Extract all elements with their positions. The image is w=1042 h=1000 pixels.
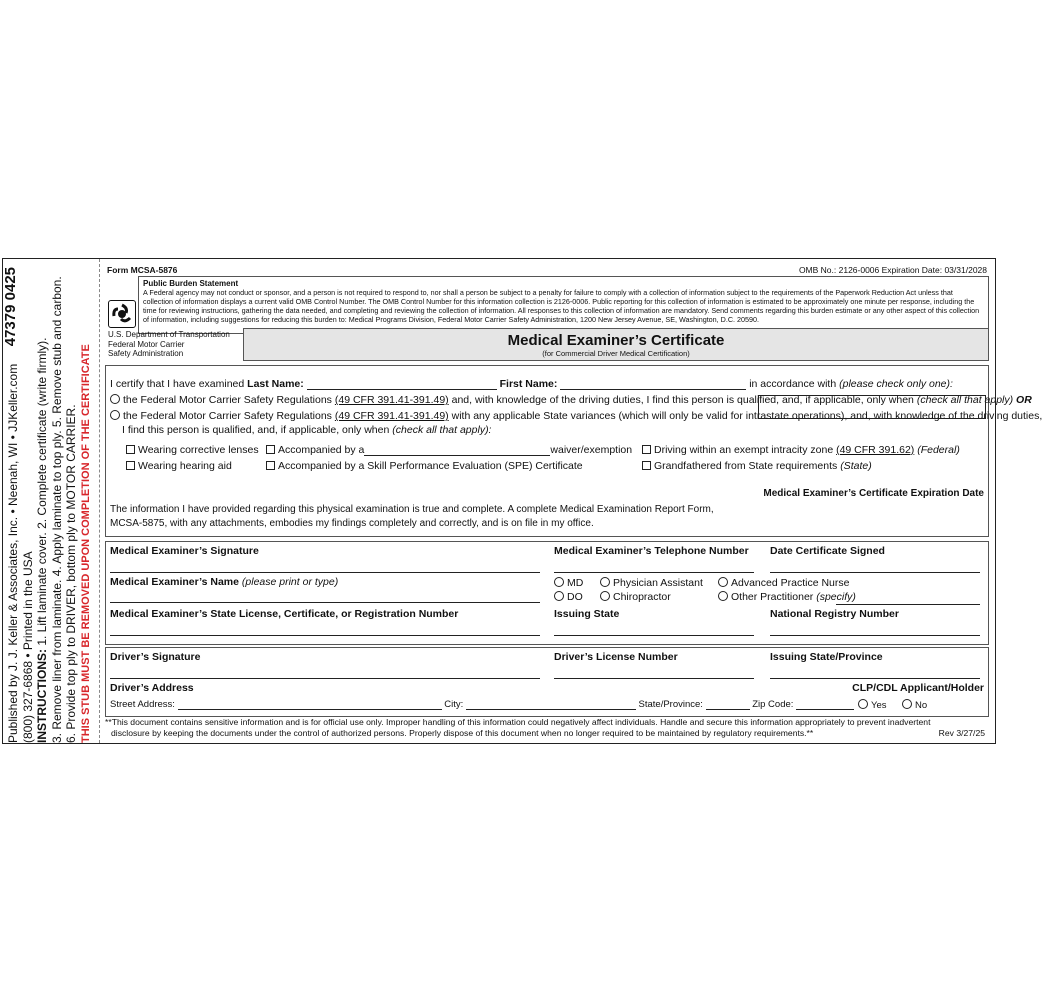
footer-note-1: **This document contains sensitive information and is for official use only. Improper handling of this information could negatively affect individuals. Handle and secure this information appropriately to prevent inadvertent: [105, 717, 931, 727]
or-text: OR: [1016, 394, 1032, 406]
burden-title: Public Burden Statement: [143, 279, 239, 288]
federal-option-radio[interactable]: [110, 394, 120, 404]
state-variance-option-radio[interactable]: [110, 410, 120, 420]
license-number-label: Medical Examiner’s State License, Certificate, or Registration Number: [110, 608, 459, 620]
examiner-name-label: Medical Examiner’s Name: [110, 576, 239, 588]
waiver-label: waiver/exemption: [550, 444, 633, 456]
spe-certificate-checkbox[interactable]: [266, 461, 275, 470]
state-text: (State): [840, 460, 872, 472]
opt1-text: the Federal Motor Carrier Safety Regulations: [123, 394, 332, 406]
opt2-text-c: I find this person is qualified, and, if applicable, only when: [122, 424, 390, 436]
issuing-state-label: Issuing State: [554, 608, 620, 620]
driver-license-label: Driver’s License Number: [554, 651, 678, 663]
driver-signature-field[interactable]: [110, 678, 540, 679]
examiner-signature-field[interactable]: [110, 572, 540, 573]
chiropractor-label: Chiropractor: [613, 591, 671, 603]
opt2-text-b: with any applicable State variances (which will only be valid for intrastate operations), and, with knowledge of the driving duties,: [451, 410, 1042, 422]
statement-line-1: The information I have provided regarding this physical examination is true and complete. A complete Medical Examination Report Form,: [110, 504, 714, 515]
public-burden-statement: [138, 276, 989, 334]
accordance-text: in accordance with: [749, 378, 837, 390]
driver-issuing-label: Issuing State/Province: [770, 651, 883, 663]
last-name-label: Last Name:: [247, 378, 304, 390]
registry-number-field[interactable]: [770, 635, 980, 636]
street-field[interactable]: [178, 699, 442, 710]
apn-label: Advanced Practice Nurse: [731, 577, 850, 589]
federal-text: (Federal): [917, 444, 960, 456]
other-practitioner-radio[interactable]: [718, 591, 728, 601]
accompanied-waiver-checkbox[interactable]: [266, 445, 275, 454]
expiration-date-label: Medical Examiner’s Certificate Expiration Date: [763, 488, 984, 499]
specify-text: (specify): [816, 591, 856, 603]
footer-note-2: disclosure by keeping the documents under the control of authorized persons. Properly dispose of this document when no longer required to be maintained by regulatory requirements.**: [111, 727, 814, 738]
instructions-2: 3. Remove liner from laminate. 4. Apply laminate to top ply. 5. Remove stub and carbon.: [49, 276, 64, 743]
last-name-field[interactable]: [307, 379, 497, 390]
city-field[interactable]: [466, 699, 636, 710]
clp-no-radio[interactable]: [902, 699, 912, 709]
revision-date: Rev 3/27/25: [938, 727, 985, 738]
hearing-aid-label: Wearing hearing aid: [138, 460, 232, 472]
examiner-signature-label: Medical Examiner’s Signature: [110, 545, 259, 557]
corrective-lenses-label: Wearing corrective lenses: [138, 444, 259, 456]
city-label: City:: [444, 699, 464, 710]
md-label: MD: [567, 577, 584, 589]
phone-line: (800) 327-6868 • Printed in the USA: [20, 551, 35, 743]
dept-line-1: U.S. Department of Transportation: [108, 330, 230, 339]
product-number: 47379 0425: [2, 267, 19, 347]
yes-label: Yes: [871, 700, 887, 711]
title-banner: [243, 328, 989, 361]
zip-label: Zip Code:: [752, 699, 794, 710]
department-name: [108, 330, 230, 359]
opt1-text-b: and, with knowledge of the driving duties, I find this person is qualified, and, if applicable, only when: [451, 394, 914, 406]
expiration-date-field[interactable]: [758, 395, 986, 419]
instructions-3: 6. Provide top ply to DRIVER, bottom ply to MOTOR CARRIER.: [64, 404, 78, 743]
driver-license-field[interactable]: [554, 678, 754, 679]
driver-issuing-field[interactable]: [770, 678, 980, 679]
registry-number-label: National Registry Number: [770, 608, 899, 620]
form-number: Form MCSA-5876: [107, 265, 178, 275]
examiner-name-hint: (please print or type): [241, 576, 339, 588]
pa-radio[interactable]: [600, 577, 610, 587]
grandfathered-checkbox[interactable]: [642, 461, 651, 470]
date-signed-label: Date Certificate Signed: [770, 545, 885, 557]
apn-radio[interactable]: [718, 577, 728, 587]
instructions-label: INSTRUCTIONS:: [35, 649, 49, 743]
check-one-text: (please check only one):: [839, 378, 953, 390]
exempt-zone-label: Driving within an exempt intracity zone: [654, 444, 834, 456]
page-title: Medical Examiner’s Certificate: [507, 332, 725, 349]
chiropractor-radio[interactable]: [600, 591, 610, 601]
license-number-field[interactable]: [110, 635, 540, 636]
first-name-label: First Name:: [499, 378, 558, 390]
confidentiality-footer: [105, 717, 989, 738]
instructions-1: 1. Lift laminate cover. 2. Complete certificate (write firmly).: [35, 337, 49, 646]
stub-warning: THIS STUB MUST BE REMOVED UPON COMPLETION OF THE CERTIFICATE: [79, 344, 92, 743]
zip-field[interactable]: [796, 699, 854, 710]
date-signed-field[interactable]: [770, 572, 980, 573]
state-field[interactable]: [706, 699, 750, 710]
grandfathered-label: Grandfathered from State requirements: [654, 460, 838, 472]
examiner-phone-label: Medical Examiner’s Telephone Number: [554, 545, 749, 557]
certificate-main: [105, 259, 1042, 743]
no-label: No: [915, 700, 928, 711]
intro-text: I certify that I have examined: [110, 378, 245, 390]
dot-logo-icon: [108, 300, 136, 328]
other-practitioner-label: Other Practitioner: [731, 591, 814, 603]
opt2-text: the Federal Motor Carrier Safety Regulations: [123, 410, 332, 422]
dept-line-3: Safety Administration: [108, 349, 184, 358]
waiver-field[interactable]: [364, 445, 550, 456]
hearing-aid-checkbox[interactable]: [126, 461, 135, 470]
opt2-ref: (49 CFR 391.41-391.49): [334, 410, 449, 422]
driver-section: [105, 647, 989, 717]
corrective-lenses-checkbox[interactable]: [126, 445, 135, 454]
street-label: Street Address:: [110, 699, 175, 710]
clp-cdl-label: CLP/CDL Applicant/Holder: [852, 682, 984, 694]
issuing-state-field[interactable]: [554, 635, 754, 636]
exempt-zone-checkbox[interactable]: [642, 445, 651, 454]
do-label: DO: [567, 591, 583, 603]
accompanied-label: Accompanied by a: [278, 444, 365, 456]
md-radio[interactable]: [554, 577, 564, 587]
other-practitioner-field[interactable]: [836, 604, 980, 605]
exempt-zone-ref: (49 CFR 391.62): [836, 444, 915, 456]
burden-text: A Federal agency may not conduct or sponsor, and a person is not required to respond to, nor shall a person be subject to a penalty for failure to comply with a collection of information subject to the requirements of the Paperwork Reduction Act unless that collection of information displays a current valid OMB Control Number. The OMB Control Number for this information collection is 2126-0006. Public reporting for this collection of information is estimated to be approximately one minute per response, including the time for reviewing instructions, gathering the data needed, and completing and reviewing the collection of information. All responses to this collection of information are mandatory. Send comments regarding this burden estimate or any other aspect of this collection of information, including suggestions for reducing this burden to: Medical Programs Division, Federal Motor Carrier Safety Administration, 1200 New Jersey Avenue, SE, Washington, D.C. 20590.: [143, 288, 980, 324]
certificate-card: [2, 258, 1042, 744]
examiner-name-field[interactable]: [110, 602, 540, 603]
opt2-check-all: (check all that apply):: [392, 424, 492, 436]
do-radio[interactable]: [554, 591, 564, 601]
certification-section: [105, 365, 1042, 537]
first-name-field[interactable]: [560, 379, 746, 390]
page-subtitle: (for Commercial Driver Medical Certification): [542, 349, 690, 358]
driver-address-label: Driver’s Address: [110, 682, 194, 694]
publisher-line: Published by J. J. Keller & Associates, Inc. • Neenah, WI • JJKeller.com: [6, 363, 20, 743]
opt1-ref: (49 CFR 391.41-391.49): [334, 394, 449, 406]
omb-number: OMB No.: 2126-0006 Expiration Date: 03/31/2028: [798, 265, 987, 275]
examiner-section: [105, 541, 989, 645]
opt1-check-all: (check all that apply): [916, 394, 1014, 406]
statement-line-2: MCSA-5875, with any attachments, embodies my findings completely and correctly, and is on file in my office.: [110, 518, 594, 529]
clp-yes-radio[interactable]: [858, 699, 868, 709]
examiner-phone-field[interactable]: [554, 572, 754, 573]
removable-stub: [3, 259, 100, 743]
spe-label: Accompanied by a Skill Performance Evaluation (SPE) Certificate: [278, 460, 583, 472]
state-label: State/Province:: [638, 699, 703, 710]
driver-signature-label: Driver’s Signature: [110, 651, 201, 663]
dept-line-2: Federal Motor Carrier: [108, 339, 185, 349]
pa-label: Physician Assistant: [613, 577, 703, 589]
